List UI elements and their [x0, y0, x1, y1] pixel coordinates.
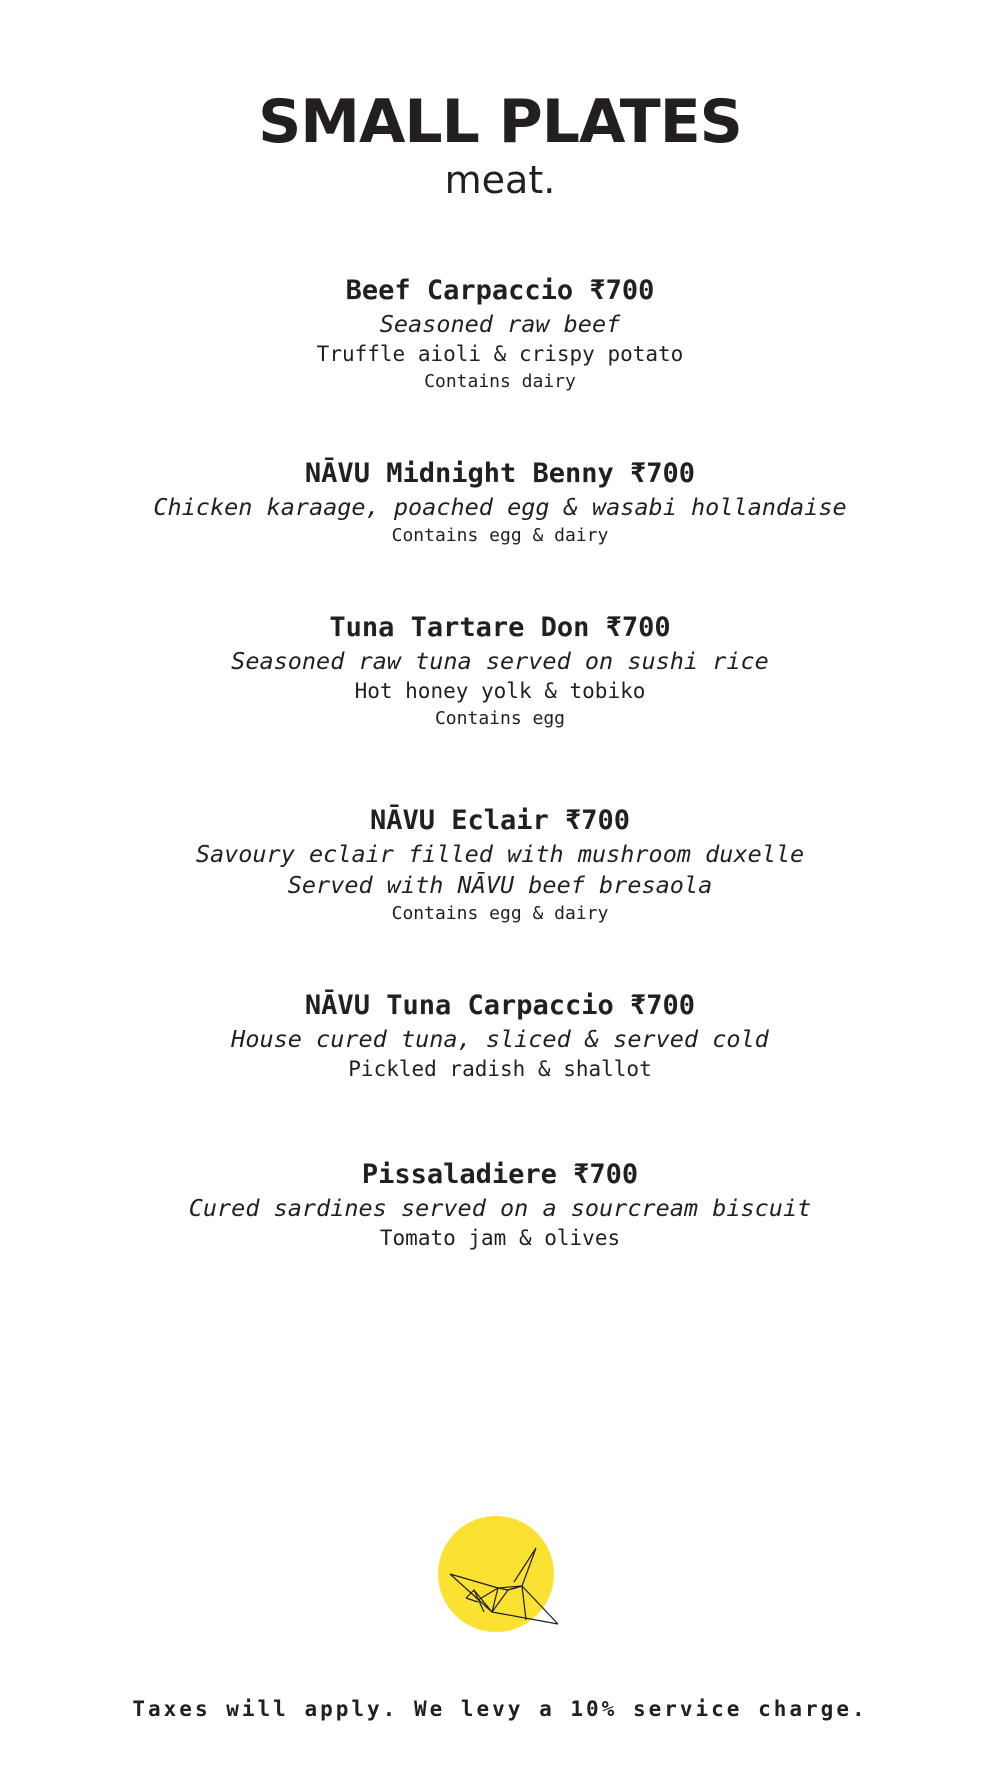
page-title: SMALL PLATES: [258, 87, 742, 157]
item-detail: Truffle aioli & crispy potato: [316, 342, 684, 366]
menu-item-pissaladiere: [0, 1157, 1000, 1253]
item-description-second-line: Served with NĀVU beef bresaola: [287, 871, 713, 899]
menu-item-beef-carpaccio: [0, 273, 1000, 394]
item-description: House cured tuna, sliced & served cold: [231, 1025, 769, 1053]
item-name: NĀVU Midnight Benny ₹700: [304, 458, 696, 489]
menu-item-tuna-carpaccio: [0, 988, 1000, 1084]
item-description: Seasoned raw beef: [379, 310, 621, 338]
item-allergen-note: Contains egg: [434, 708, 566, 729]
menu-item-navu-eclair: [0, 803, 1000, 926]
item-name: Tuna Tartare Don ₹700: [329, 612, 671, 643]
item-description: Cured sardines served on a sourcream biscuit: [188, 1194, 812, 1222]
item-name: NĀVU Eclair ₹700: [369, 805, 631, 836]
footer-service-charge-note: Taxes will apply. We levy a 10% service charge.: [132, 1697, 868, 1721]
item-allergen-note: Contains egg & dairy: [391, 525, 609, 546]
menu-item-tuna-tartare-don: [0, 610, 1000, 731]
menu-item-midnight-benny: [0, 456, 1000, 548]
item-detail: Hot honey yolk & tobiko: [354, 679, 646, 703]
item-allergen-note: Contains dairy: [424, 371, 576, 392]
item-detail: Tomato jam & olives: [379, 1226, 621, 1250]
origami-crane-icon: [438, 1516, 558, 1636]
item-description: Seasoned raw tuna served on sushi rice: [231, 647, 769, 675]
item-name: Pissaladiere ₹700: [361, 1159, 639, 1190]
page-subtitle: meat.: [444, 158, 556, 202]
item-detail: Pickled radish & shallot: [348, 1057, 652, 1081]
item-name: NĀVU Tuna Carpaccio ₹700: [304, 990, 696, 1021]
item-allergen-note: Contains egg & dairy: [391, 903, 609, 924]
item-description: Chicken karaage, poached egg & wasabi hollandaise: [153, 493, 847, 521]
item-name: Beef Carpaccio ₹700: [345, 275, 655, 306]
item-description: Savoury eclair filled with mushroom duxelle: [195, 840, 805, 868]
